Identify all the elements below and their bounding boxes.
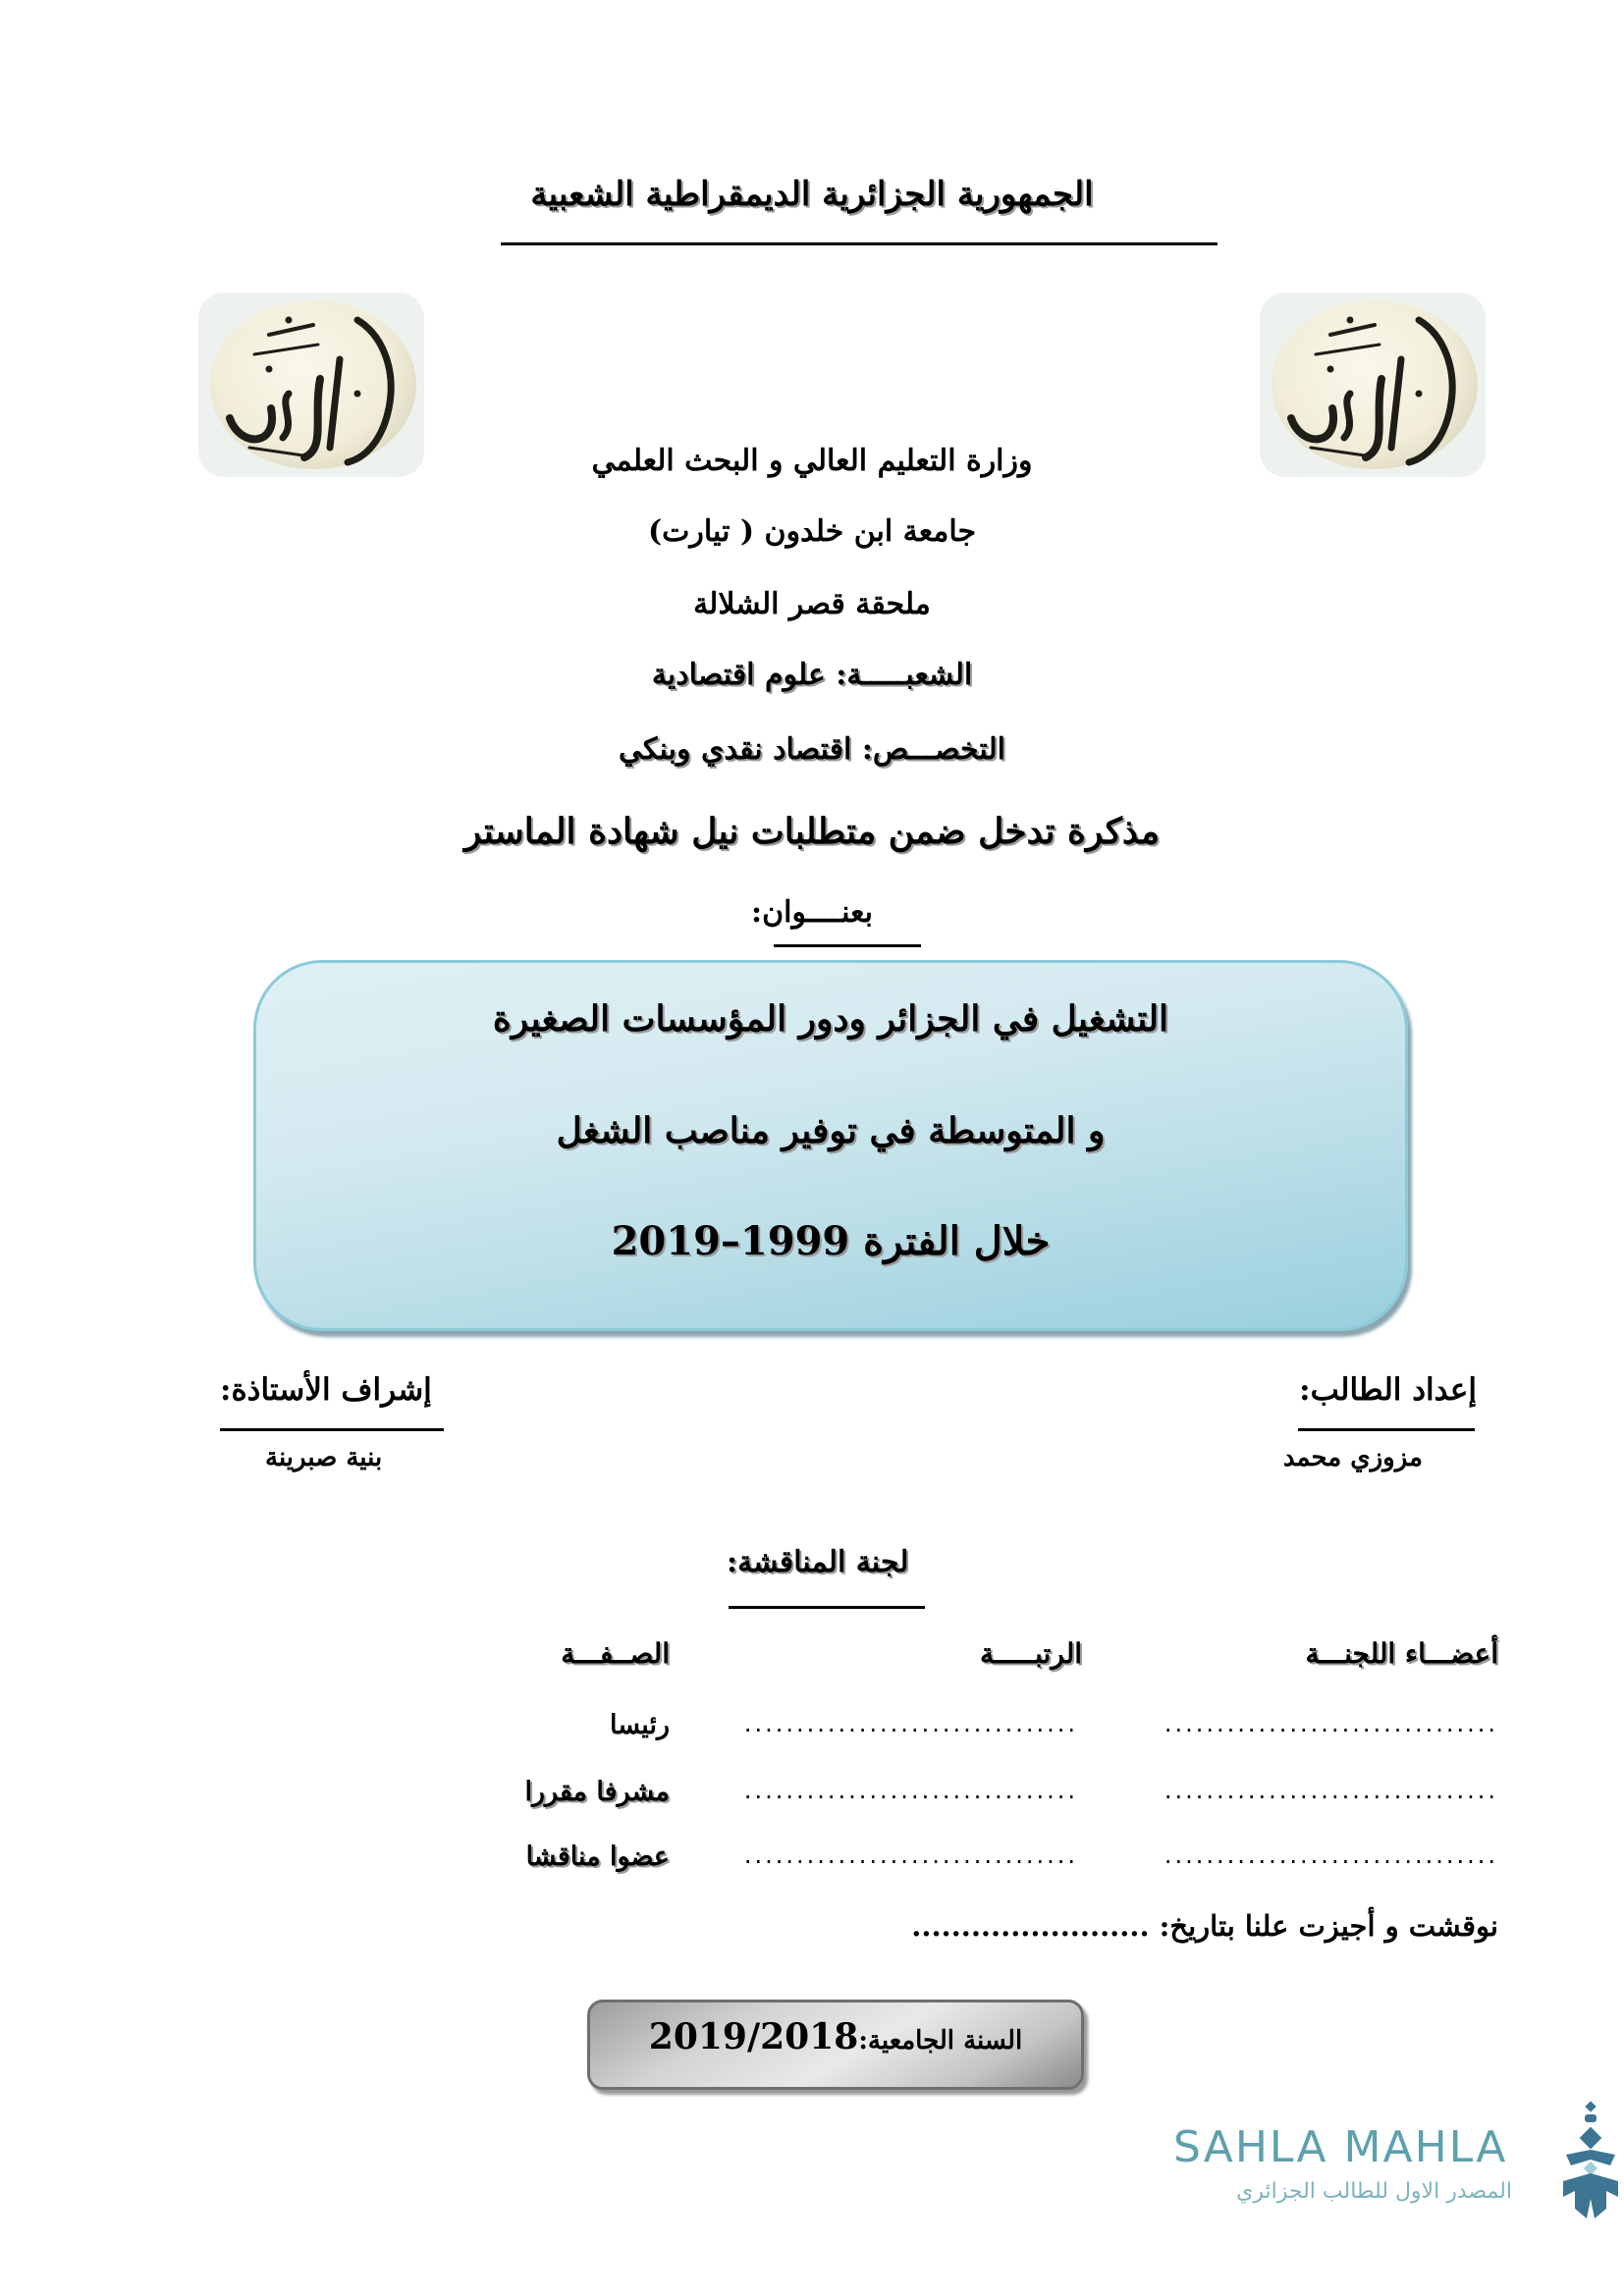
specialty-line: التخصـــص: اقتصاد نقدي وبنكي xyxy=(619,732,1005,767)
watermark-name: SAHLA MAHLA xyxy=(1173,2122,1508,2172)
committee-row xyxy=(0,1777,1624,1816)
sahla-mahla-watermark xyxy=(1173,2110,1615,2238)
defense-date-line: نوقشت و أجيزت علنا بتاريخ: ........................ xyxy=(911,1909,1498,1943)
thesis-title-line-3: خلال الفترة 1999–2019 xyxy=(611,1218,1051,1264)
student-name: مزوزي محمد xyxy=(1282,1443,1423,1472)
ministry-line: وزارة التعليم العالي و البحث العلمي xyxy=(591,444,1033,478)
thesis-title-box xyxy=(253,960,1408,1331)
prepared-by-underline xyxy=(1298,1428,1475,1431)
rank-placeholder: ................................ xyxy=(743,1777,1078,1804)
thesis-title-line-1: التشغيل في الجزائر ودور المؤسسات الصغيرة xyxy=(492,998,1169,1040)
academic-year-text xyxy=(590,2016,1081,2057)
role-value: رئيسا xyxy=(609,1710,670,1740)
role-value: عضوا مناقشا xyxy=(525,1842,670,1872)
role-value: مشرفا مقررا xyxy=(524,1777,670,1807)
annex-line: ملحقة قصر الشلالة xyxy=(693,587,931,621)
member-placeholder: ................................ xyxy=(1164,1710,1498,1737)
university-line: جامعة ابن خلدون ( تيارت) xyxy=(647,514,976,549)
header-role: الصــفـــة xyxy=(561,1637,670,1670)
thesis-title-line-2: و المتوسطة في توفير مناصب الشغل xyxy=(556,1110,1106,1151)
prepared-by-label: إعداد الطالب: xyxy=(1299,1372,1477,1408)
academic-year-value: 2019/2018 xyxy=(648,2016,859,2057)
heading-underline xyxy=(501,242,1218,245)
watermark-tagline: المصدر الاول للطالب الجزائري xyxy=(1236,2179,1512,2204)
committee-row xyxy=(0,1842,1624,1881)
supervisor-name: بنية صبرينة xyxy=(265,1443,383,1472)
supervisor-underline xyxy=(220,1428,444,1431)
memo-line: مذكرة تدخل ضمن متطلبات نيل شهادة الماستر xyxy=(463,811,1161,852)
member-placeholder: ................................ xyxy=(1164,1777,1498,1804)
committee-underline xyxy=(729,1606,925,1609)
supervisor-label: إشراف الأستاذة: xyxy=(220,1372,432,1408)
header-members: أعضـــاء اللجنـــة xyxy=(1305,1637,1498,1670)
academic-year-box xyxy=(587,2000,1084,2090)
sahla-mahla-logo-icon xyxy=(1561,2101,1620,2223)
title-label: بعنــــوان: xyxy=(751,895,873,930)
header-rank: الرتبـــــة xyxy=(979,1637,1082,1670)
academic-year-label: السنة الجامعية: xyxy=(858,2026,1023,2056)
rank-placeholder: ................................ xyxy=(743,1710,1078,1737)
member-placeholder: ................................ xyxy=(1164,1842,1498,1869)
title-label-underline xyxy=(774,944,921,947)
rank-placeholder: ................................ xyxy=(743,1842,1078,1869)
committee-label: لجنة المناقشة: xyxy=(727,1545,909,1579)
committee-row xyxy=(0,1710,1624,1749)
republic-heading: الجمهورية الجزائرية الديمقراطية الشعبية xyxy=(530,175,1094,214)
branch-line: الشعبـــــة: علوم اقتصادية xyxy=(651,658,973,692)
